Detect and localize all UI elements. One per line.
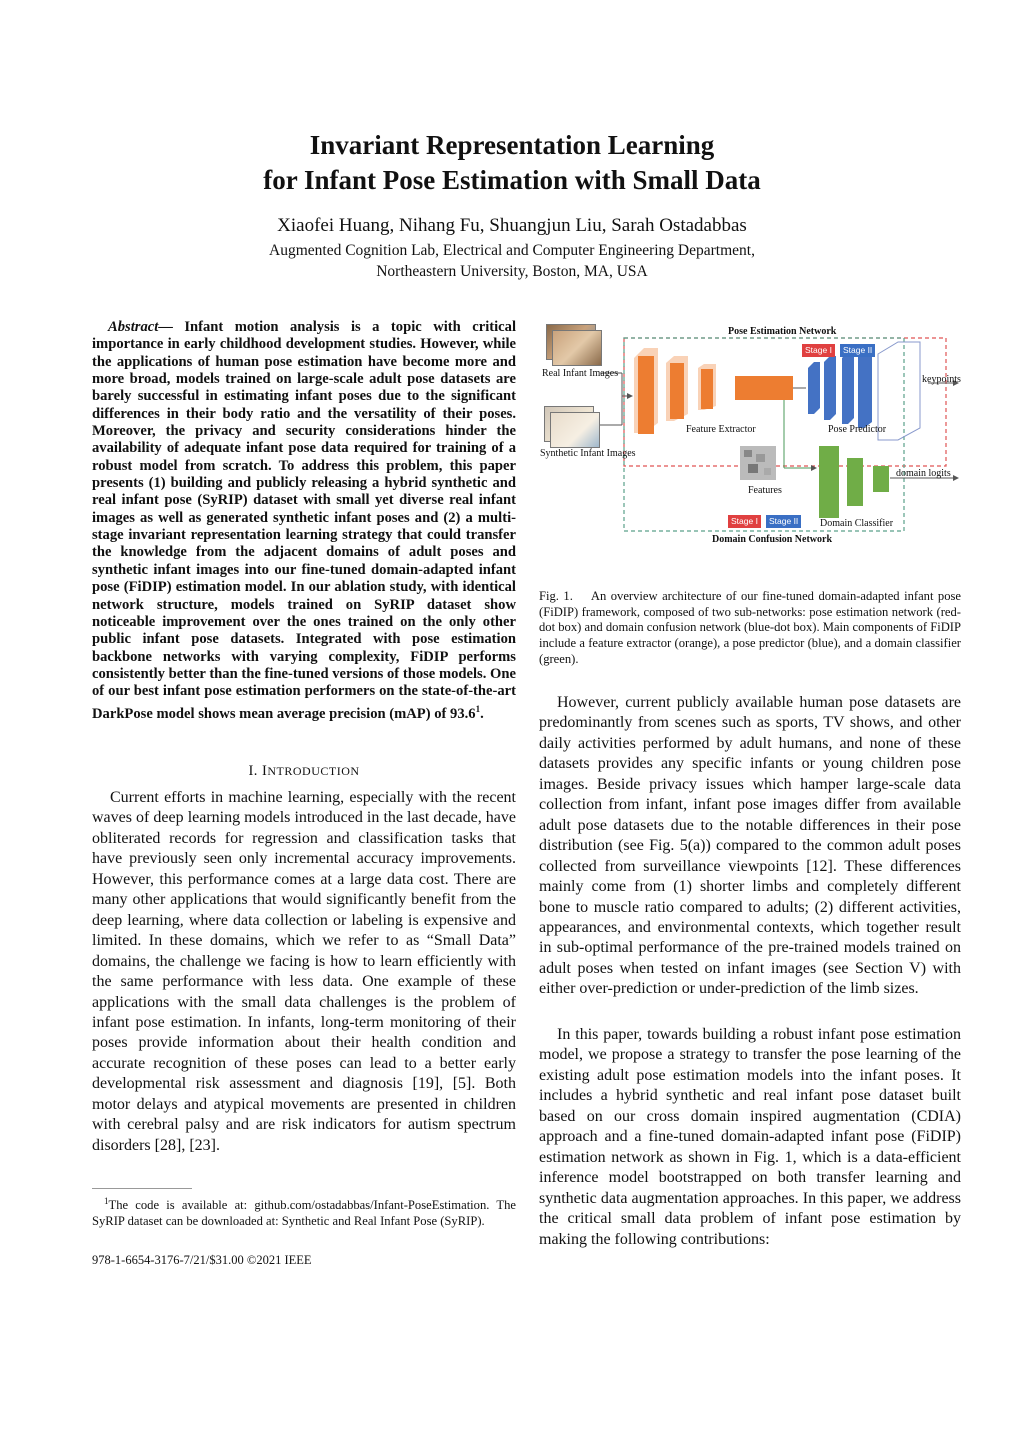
feature-extractor-blocks	[634, 348, 793, 434]
affiliation-line-2: Northeastern University, Boston, MA, USA	[376, 263, 648, 280]
footnote	[92, 1194, 516, 1229]
paper-title	[0, 128, 1024, 198]
synthetic-infant-photo-2	[550, 412, 600, 448]
features-label: Features	[748, 485, 782, 496]
figure-caption	[539, 589, 961, 668]
footnote-mark: 1	[104, 1196, 109, 1206]
section-numeral: I.	[248, 763, 263, 779]
pose-predictor-label: Pose Predictor	[828, 424, 887, 435]
domain-logits-label: domain logits	[896, 468, 951, 479]
features-image	[740, 446, 776, 480]
footnote-rule	[92, 1188, 192, 1189]
real-images-label: Real Infant Images	[542, 368, 619, 379]
keypoints-label: keypoints	[922, 374, 961, 385]
caption-label: Fig. 1.	[539, 589, 573, 603]
title-line-1: Invariant Representation Learning	[309, 130, 715, 160]
synthetic-images-label: Synthetic Infant Images	[540, 448, 636, 459]
abstract-end: .	[480, 705, 484, 722]
title-line-2: for Infant Pose Estimation with Small Data	[263, 165, 761, 195]
right-paragraph-1: However, current publicly available human pose datasets are predominantly from scenes such as sports, TV shows, and other daily activities performed by adult humans, and none of these datasets provides any specific infants or young children pose images. Beside privacy issues which hamper large-scale data collection from infant, infant pose images differ from available adult pose datasets due to the notable differences in their pose distribution (see Fig. 5(a)) compared to the common adult poses collected from surveillance viewpoints [12]. These differences mainly come from (1) shorter limbs and completely different bone to muscle ratio compared to adults; (2) different activities, appearances, and environmental contexts, which together result in sub-optimal performance of the pre-trained models trained on adult poses when tested on infant images (see Section V) with either over-prediction or under-prediction of the limb sizes.	[539, 694, 961, 998]
feature-extractor-label: Feature Extractor	[686, 424, 756, 435]
stage1-badge-pose: Stage I	[802, 344, 835, 357]
abstract-label: Abstract	[108, 319, 159, 335]
stage2-badge-domain: Stage II	[766, 515, 801, 528]
abstract-footnote-mark: 1	[475, 703, 481, 714]
pose-network-label: Pose Estimation Network	[728, 326, 837, 337]
section-rest: NTRODUCTION	[267, 764, 360, 778]
intro-paragraph-1: Current efforts in machine learning, especially with the recent waves of deep learning models introduced in the last decade, have obliterated records for regression and classification tasks that have previously seen only incremental accuracy improvements. However, this performance comes at a large data cost. There are many other applications that would significantly benefit from the deep learning, where data collection or labeling is expensive and limited. In these domains, which we refer to as “Small Data” domains, the challenge we facing is how to learn efficiently with the same performance with less data. One example of these applications with the small data challenges is the problem of infant pose estimation. In infants, long-term monitoring of their poses provide information about their health condition and accurate recognition of these poses can lead to a better early developmental risk assessment and diagnosis [19], [5]. Both motor delays and atypical movements are presented in children with cerebral palsy and are risk indicators for autism spectrum disorders [28], [23].	[92, 789, 516, 1154]
stage2-badge-pose: Stage II	[840, 344, 875, 357]
real-infant-photo-2	[552, 330, 602, 366]
authors: Xiaofei Huang, Nihang Fu, Shuangjun Liu, Sarah Ostadabbas	[277, 215, 747, 236]
right-paragraph-2: In this paper, towards building a robust infant pose estimation model, we propose a strategy to transfer the pose learning of the existing adult pose estimation models into the infant poses. It includes a hybrid synthetic and real infant pose dataset built based on our cross domain inspired augmentation (CDIA) approach and a fine-tuned domain-adapted infant pose (FiDIP) estimation network as shown in Fig. 1, which is a data-efficient inference model bootstrapped on both transfer learning and synthetic data augmentation approaches. In this paper, we address the critical small data problem of infant pose estimation by making the following contributions:	[539, 1026, 961, 1248]
stage1-badge-domain: Stage I	[728, 515, 761, 528]
section-heading-introduction	[92, 763, 516, 780]
domain-network-label: Domain Confusion Network	[712, 534, 833, 545]
footnote-text: The code is available at: github.com/ostadabbas/Infant-PoseEstimation. The SyRIP dataset can be downloaded at: Synthetic and Real Infant Pose (SyRIP).	[92, 1198, 516, 1228]
abstract-text: Infant motion analysis is a topic with critical importance in early childhood development studies. However, while the applications of human pose estimation have become more and more broad, models trained on large-scale adult pose datasets are barely successful in estimating infant poses due to the significant differences in their body ratio and the versatility of their poses. Moreover, the privacy and security considerations hinder the availability of adequate infant pose data required for training of a robust model from scratch. To address this problem, this paper presents (1) building and publicly releasing a hybrid synthetic and real infant pose (SyRIP) dataset with small yet diverse real infant images as well as generated synthetic infant poses and (2) a multi-stage invariant representation learning strategy that could transfer the knowledge from the adjacent domains of adult poses and synthetic infant images into our fine-tuned domain-adapted infant pose (FiDIP) estimation model. In our ablation study, with identical network structure, models trained on SyRIP dataset show noticeable improvement over the ones trained on the only other public infant pose datasets. Integrated with pose estimation backbone networks with varying complexity, FiDIP performs consistently better than the fine-tuned versions of those models. One of our best infant pose estimation performers on the state-of-the-art DarkPose model shows mean average precision (mAP) of 93.6	[92, 319, 516, 722]
section-first-letter: I	[262, 763, 268, 779]
affiliation-line-1: Augmented Cognition Lab, Electrical and Computer Engineering Department,	[269, 242, 755, 259]
figure-1	[538, 318, 962, 550]
domain-classifier-blocks	[819, 446, 889, 518]
abstract: Abstract— Infant motion analysis is a topic with critical importance in early childhood development studies. However, while the applications of human pose estimation have become more and more broad, models trained on large-scale adult pose datasets are barely successful in estimating infant poses due to the significant differences in their body ratio and the versatility of their poses. Moreover, the privacy and security considerations hinder the availability of adequate infant pose data required for training of a robust model from scratch. To address this problem, this paper presents (1) building and publicly releasing a hybrid synthetic and real infant pose (SyRIP) dataset with small yet diverse real infant images as well as generated synthetic infant poses and (2) a multi-stage invariant representation learning strategy that could transfer the knowledge from the adjacent domains of adult poses and synthetic infant images into our fine-tuned domain-adapted infant pose (FiDIP) estimation model. In our ablation study, with identical network structure, models trained on SyRIP dataset show noticeable improvement over the ones trained on the only other public infant pose datasets. Integrated with pose estimation backbone networks with varying complexity, FiDIP performs consistently better than the fine-tuned versions of those models. One of our best infant pose estimation performers on the state-of-the-art DarkPose model shows mean average precision (mAP) of 93.6$^1$.	[92, 319, 516, 722]
caption-text: An overview architecture of our fine-tuned domain-adapted infant pose (FiDIP) framework, composed of two sub-networks: pose estimation network (red-dot box) and domain confusion network (blue-dot box). Main components of FiDIP include a feature extractor (orange), a pose predictor (blue), and a domain classifier (green).	[539, 589, 962, 666]
domain-classifier-label: Domain Classifier	[820, 518, 894, 529]
copyright: 978-1-6654-3176-7/21/$31.00 ©2021 IEEE	[92, 1253, 312, 1267]
